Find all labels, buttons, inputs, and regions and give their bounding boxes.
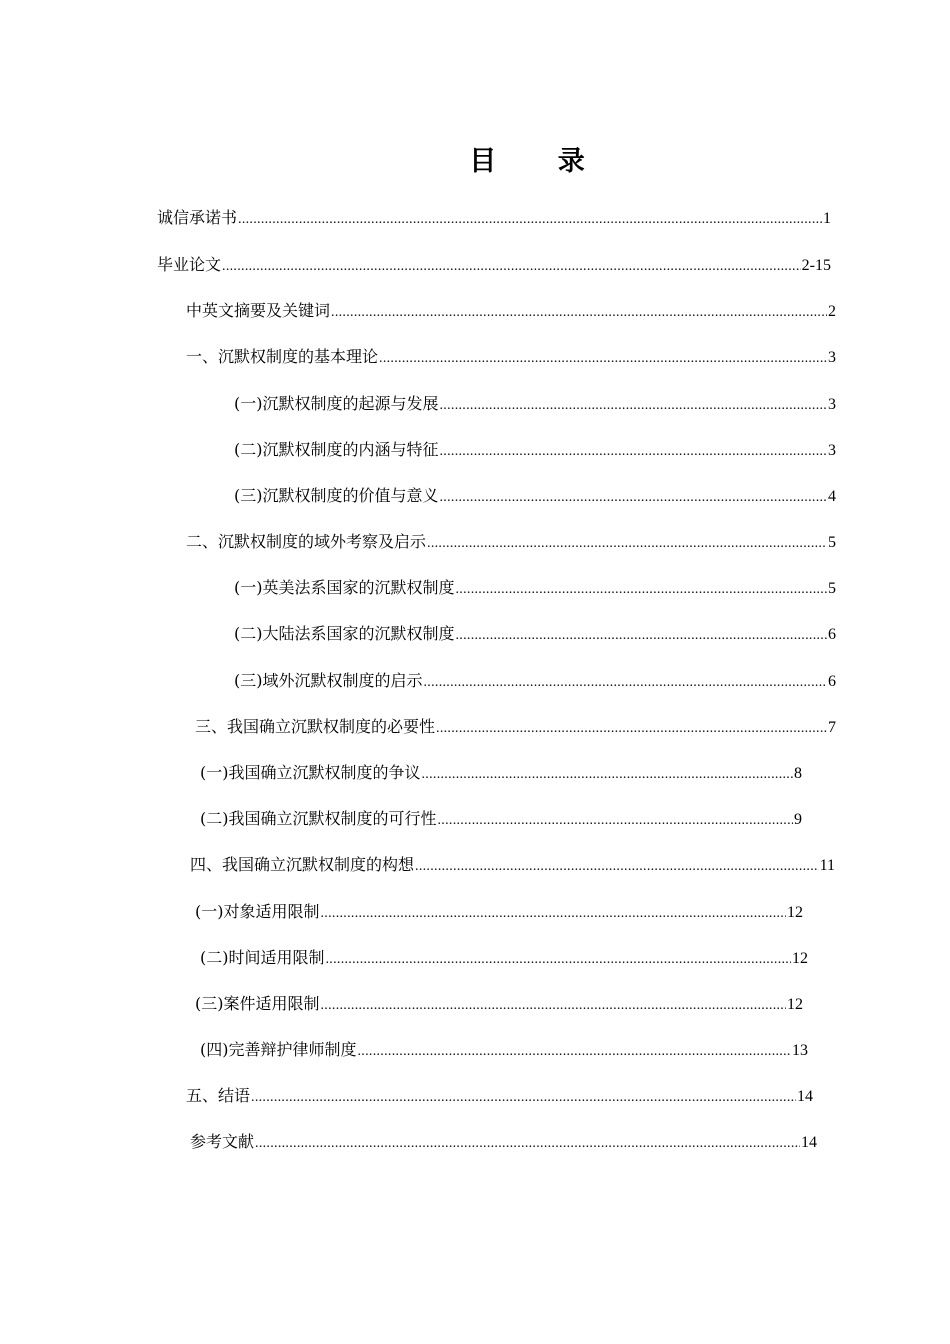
toc-entry-section-4-2[interactable]	[200, 947, 808, 971]
toc-entry-references[interactable]	[190, 1131, 817, 1155]
toc-entry-page: 3	[828, 349, 836, 366]
toc-entry-section-2-2[interactable]	[234, 623, 836, 647]
toc-entry-section-4-1[interactable]	[195, 901, 803, 925]
toc-leader-dots	[326, 949, 792, 971]
toc-leader-dots	[456, 625, 828, 647]
toc-entry-label: (二)时间适用限制	[200, 948, 325, 967]
toc-entry-label: 参考文献	[190, 1132, 255, 1151]
toc-entry-label: (四)完善辩护律师制度	[200, 1040, 357, 1059]
toc-leader-dots	[415, 856, 819, 878]
toc-entry-page: 3	[828, 442, 836, 459]
toc-entry-chapter-2[interactable]	[186, 531, 836, 555]
toc-leader-dots	[424, 672, 828, 694]
toc-entry-page: 9	[794, 811, 802, 828]
toc-entry-label: 五、结语	[186, 1086, 251, 1105]
toc-leader-dots	[422, 764, 794, 786]
toc-entry-integrity-pledge[interactable]	[157, 207, 831, 231]
toc-entry-section-2-3[interactable]	[234, 670, 836, 694]
toc-entry-label: 三、我国确立沉默权制度的必要性	[195, 717, 436, 736]
toc-entry-page: 7	[828, 719, 836, 736]
toc-entry-page: 3	[828, 396, 836, 413]
toc-entry-label: (三)案件适用限制	[195, 994, 320, 1013]
toc-entry-page: 12	[787, 996, 803, 1013]
toc-entry-section-2-1[interactable]	[234, 577, 836, 601]
toc-entry-thesis[interactable]	[157, 254, 831, 278]
toc-entry-section-1-2[interactable]	[234, 439, 836, 463]
toc-entry-label: (一)我国确立沉默权制度的争议	[200, 763, 421, 782]
toc-entry-label: 中英文摘要及关键词	[186, 301, 331, 320]
toc-entry-abstract[interactable]	[186, 300, 836, 324]
toc-leader-dots	[255, 1133, 800, 1155]
toc-entry-label: (二)大陆法系国家的沉默权制度	[234, 624, 455, 643]
toc-entry-page: 2-15	[801, 257, 831, 274]
toc-leader-dots	[440, 395, 828, 417]
toc-entry-page: 12	[787, 904, 803, 921]
toc-entry-chapter-5[interactable]	[186, 1085, 813, 1109]
toc-entry-page: 8	[794, 765, 802, 782]
toc-entry-page: 11	[819, 857, 835, 874]
toc-entry-page: 6	[828, 673, 836, 690]
toc-leader-dots	[238, 209, 822, 231]
toc-leader-dots	[251, 1087, 796, 1109]
toc-leader-dots	[436, 718, 827, 740]
toc-leader-dots	[321, 995, 787, 1017]
toc-entry-label: (一)沉默权制度的起源与发展	[234, 394, 439, 413]
toc-entry-label: 二、沉默权制度的域外考察及启示	[186, 532, 427, 551]
toc-entry-label: (二)沉默权制度的内涵与特征	[234, 440, 439, 459]
page-title: 目 录	[469, 146, 611, 177]
toc-leader-dots	[440, 487, 828, 509]
toc-entry-label: 毕业论文	[157, 255, 222, 274]
toc-entry-label: (三)域外沉默权制度的启示	[234, 671, 423, 690]
toc-leader-dots	[222, 256, 801, 278]
toc-leader-dots	[379, 348, 827, 370]
toc-leader-dots	[456, 579, 828, 601]
toc-entry-page: 1	[823, 210, 831, 227]
toc-entry-page: 5	[828, 580, 836, 597]
toc-entry-page: 6	[828, 626, 836, 643]
toc-leader-dots	[331, 302, 827, 324]
toc-entry-page: 14	[801, 1134, 817, 1151]
toc-entry-page: 12	[792, 950, 808, 967]
toc-leader-dots	[440, 441, 828, 463]
toc-entry-section-3-1[interactable]	[200, 762, 802, 786]
toc-entry-chapter-1[interactable]	[186, 346, 836, 370]
toc-entry-label: 四、我国确立沉默权制度的构想	[190, 855, 415, 874]
toc-entry-label: (三)沉默权制度的价值与意义	[234, 486, 439, 505]
toc-entry-label: 一、沉默权制度的基本理论	[186, 347, 379, 366]
toc-entry-label: 诚信承诺书	[157, 208, 238, 227]
toc-leader-dots	[321, 903, 787, 925]
toc-leader-dots	[438, 810, 794, 832]
toc-entry-page: 13	[792, 1042, 808, 1059]
toc-entry-page: 5	[828, 534, 836, 551]
toc-entry-page: 4	[828, 488, 836, 505]
toc-entry-section-1-3[interactable]	[234, 485, 836, 509]
toc-leader-dots	[427, 533, 827, 555]
toc-entry-section-3-2[interactable]	[200, 808, 802, 832]
toc-entry-chapter-4[interactable]	[190, 854, 835, 878]
toc-entry-label: (一)英美法系国家的沉默权制度	[234, 578, 455, 597]
toc-entry-label: (一)对象适用限制	[195, 902, 320, 921]
toc-entry-chapter-3[interactable]	[195, 716, 836, 740]
toc-entry-page: 14	[797, 1088, 813, 1105]
toc-entry-page: 2	[828, 303, 836, 320]
toc-entry-section-1-1[interactable]	[234, 393, 836, 417]
toc-entry-section-4-4[interactable]	[200, 1039, 808, 1063]
toc-entry-label: (二)我国确立沉默权制度的可行性	[200, 809, 437, 828]
toc-entry-section-4-3[interactable]	[195, 993, 803, 1017]
toc-leader-dots	[358, 1041, 792, 1063]
